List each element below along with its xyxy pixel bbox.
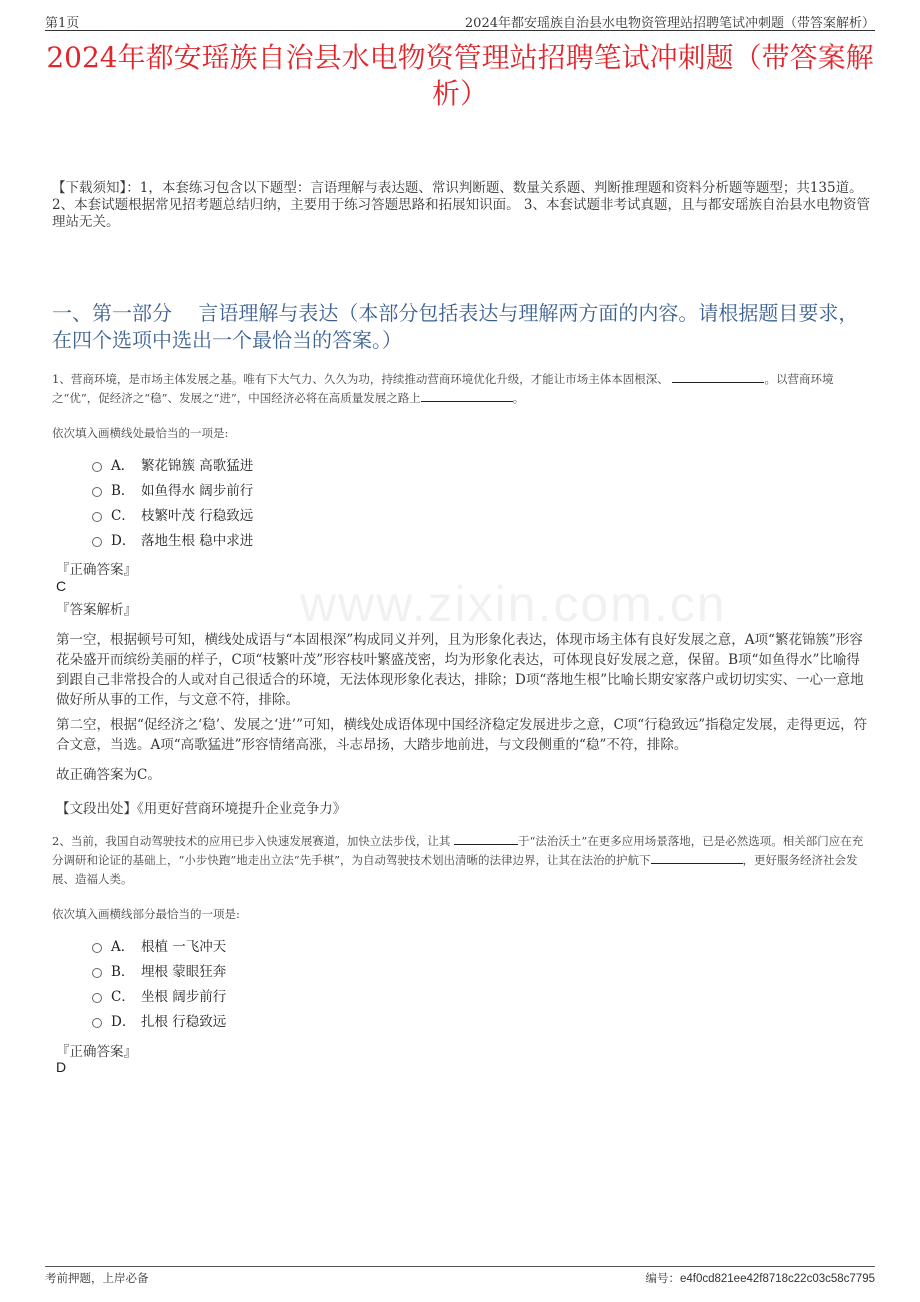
q2-option-b[interactable]: B． 埋根 蒙眼狂奔 (92, 962, 226, 982)
radio-icon[interactable] (92, 993, 102, 1003)
radio-icon[interactable] (92, 487, 102, 497)
question-1-text: 1、营商环境，是市场主体发展之基。唯有下大气力、久久为功，持续推动营商环境优化升级，才能让市场主体本固根深、 。以营商环境之“优”，促经济之“稳”、发展之“进”，中国经济必将在高质量发展之路上 。 (52, 372, 834, 405)
q1-source: 【文段出处】《用更好营商环境提升企业竞争力》 (56, 801, 347, 817)
q1-option-c[interactable]: C． 枝繁叶茂 行稳致远 (92, 506, 253, 526)
radio-icon[interactable] (92, 462, 102, 472)
document-title: 2024年都安瑶族自治县水电物资管理站招聘笔试冲刺题（带答案解析） (46, 41, 874, 110)
q1-conclusion: 故正确答案为C。 (56, 767, 161, 783)
q1-option-b[interactable]: B． 如鱼得水 阔步前行 (92, 481, 253, 501)
q1-analysis-paragraph-2: 第二空，根据“促经济之‘稳’、发展之‘进’”可知，横线处成语体现中国经济稳定发展进步之意，C项“行稳致远”指稳定发展，走得更远，符合文意，当选。A项“高歌猛进”形容情绪高涨，斗志昂扬，大踏步地前进，与文段侧重的“稳”不符，排除。 (56, 717, 868, 753)
question-2-prompt: 依次填入画横线部分最恰当的一项是: (52, 907, 240, 921)
q2-answer: D (56, 1059, 67, 1075)
radio-icon[interactable] (92, 512, 102, 522)
q1-option-a[interactable]: A． 繁花锦簇 高歌猛进 (92, 456, 253, 476)
q1-option-d[interactable]: D． 落地生根 稳中求进 (92, 531, 253, 551)
radio-icon[interactable] (92, 1018, 102, 1028)
fill-blank (454, 832, 518, 845)
section-heading: 一、第一部分 言语理解与表达（本部分包括表达与理解两方面的内容。请根据题目要求，在四个选项中选出一个最恰当的答案。） (52, 301, 859, 352)
radio-icon[interactable] (92, 537, 102, 547)
radio-icon[interactable] (92, 943, 102, 953)
q1-analysis-label: 『答案解析』 (56, 602, 137, 618)
q2-option-d[interactable]: D． 扎根 行稳致远 (92, 1012, 226, 1032)
radio-icon[interactable] (92, 968, 102, 978)
question-2-text: 2、当前，我国自动驾驶技术的应用已步入快速发展赛道，加快立法步伐，让其 于“法治沃土”在更多应用场景落地，已是必然选项。相关部门应在充分调研和论证的基础上，“小步快跑”地走出立法“先手棋”，为自动驾驶技术划出清晰的法律边界，让其在法治的护航下 ，更好服务经济社会发展、造福人类。 (52, 834, 864, 886)
question-1-prompt: 依次填入画横线处最恰当的一项是: (52, 426, 229, 440)
fill-blank (672, 370, 764, 383)
download-notice: 【下载须知】：1，本套练习包含以下题型：言语理解与表达题、常识判断题、数量关系题、判断推理题和资料分析题等题型；共135道。 2、本套试题根据常见招考题总结归纳，主要用于练习答题思路和拓展知识面。 3、本套试题非考试真题，且与都安瑶族自治县水电物资管理站无关。 (52, 180, 870, 230)
footer-rule (45, 1266, 875, 1267)
footer-slogan: 考前押题，上岸必备 (45, 1271, 149, 1285)
watermark: www.zixin.com.cn (300, 576, 727, 632)
q1-analysis-paragraph-1: 第一空，根据顿号可知，横线处成语与“本固根深”构成同义并列，且为形象化表达，体现市场主体有良好发展之意，A项“繁花锦簇”形容花朵盛开而缤纷美丽的样子，C项“枝繁叶茂”形容枝叶繁盛茂密，均为形象化表达，可体现良好发展之意，保留。B项“如鱼得水”比喻得到跟自己非常投合的人或对自己很适合的环境，无法体现形象化表达，排除；D项“落地生根”比喻长期安家落户或切切实实、一心一意地做好所从事的工作，与文意不符，排除。 (56, 632, 864, 708)
q2-option-c[interactable]: C． 坐根 阔步前行 (92, 987, 226, 1007)
header-rule (45, 30, 875, 31)
q2-answer-label: 『正确答案』 (56, 1044, 137, 1060)
fill-blank (421, 389, 513, 402)
running-title: 2024年都安瑶族自治县水电物资管理站招聘笔试冲刺题（带答案解析） (464, 16, 875, 31)
document-id: 编号：e4f0cd821ee42f8718c22c03c58c7795 (645, 1271, 875, 1285)
q1-answer: C (56, 578, 67, 594)
q2-option-a[interactable]: A． 根植 一飞冲天 (92, 937, 226, 957)
page-number: 第1页 (45, 16, 80, 31)
fill-blank (651, 851, 743, 864)
q1-answer-label: 『正确答案』 (56, 562, 137, 578)
